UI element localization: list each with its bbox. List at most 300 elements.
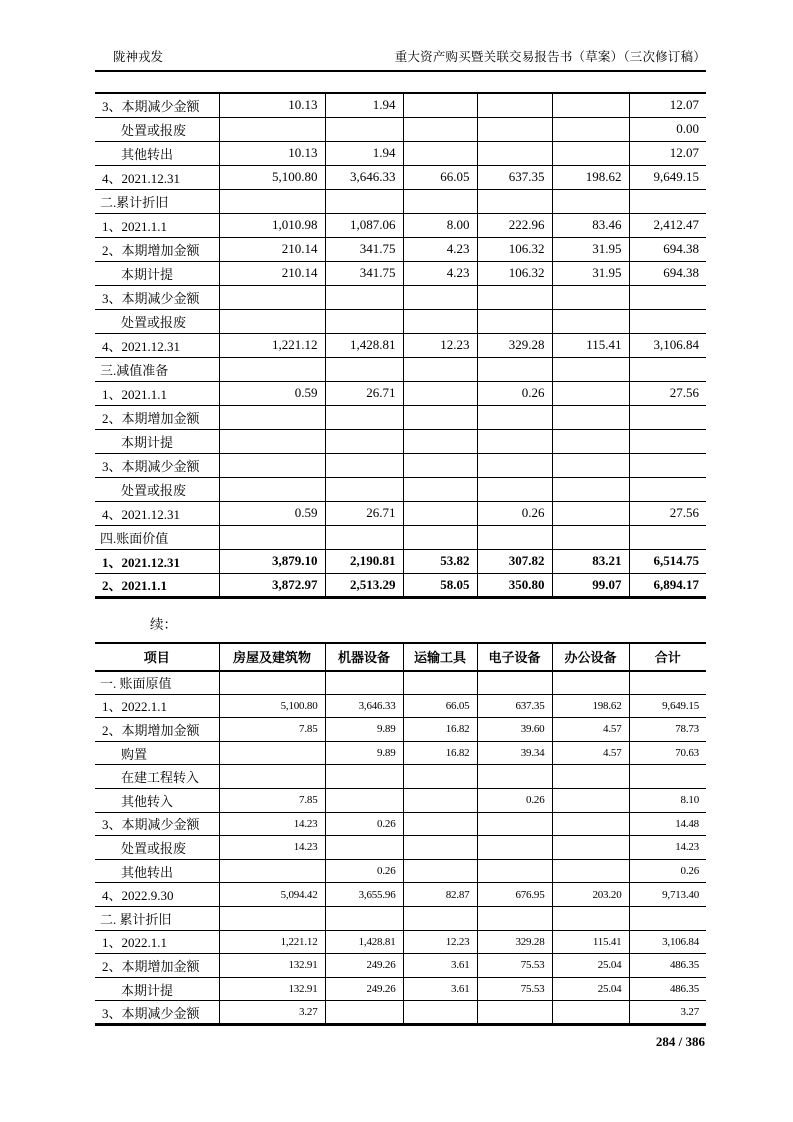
cell-value: 10.13: [219, 93, 325, 117]
cell-value: [477, 285, 552, 309]
cell-value: [219, 525, 325, 549]
header-document-title: 重大资产购买暨关联交易报告书（草案）（三次修订稿）: [394, 50, 706, 64]
cell-value: 53.82: [403, 549, 477, 573]
cell-value: [552, 285, 629, 309]
cell-value: [325, 765, 403, 789]
table-row: [95, 573, 706, 597]
cell-value: [552, 93, 629, 117]
cell-value: [477, 859, 552, 883]
cell-value: [219, 906, 325, 930]
cell-value: 16.82: [403, 741, 477, 765]
row-label: 二. 累计折旧: [95, 906, 219, 930]
cell-value: [403, 501, 477, 525]
cell-value: [325, 836, 403, 860]
cell-value: [325, 1001, 403, 1025]
cell-value: 4.23: [403, 237, 477, 261]
cell-value: 3,879.10: [219, 549, 325, 573]
cell-value: [629, 405, 706, 429]
table-row: [95, 429, 706, 453]
cell-value: [403, 285, 477, 309]
cell-value: [325, 525, 403, 549]
table-row: [95, 141, 706, 165]
row-label: 1、2021.1.1: [95, 381, 219, 405]
cell-value: [477, 836, 552, 860]
continued-label: 续：: [150, 616, 177, 632]
row-label: 2、2021.1.1: [95, 573, 219, 597]
page-number: 284 / 386: [655, 1033, 705, 1049]
cell-value: 637.35: [477, 694, 552, 718]
cell-value: [477, 477, 552, 501]
cell-value: 2,412.47: [629, 213, 706, 237]
row-label: 4、2022.9.30: [95, 883, 219, 907]
table-row: [95, 309, 706, 333]
row-label: 1、2021.12.31: [95, 549, 219, 573]
row-label: 2、本期增加金额: [95, 237, 219, 261]
cell-value: 0.26: [477, 788, 552, 812]
cell-value: [629, 477, 706, 501]
cell-value: [219, 429, 325, 453]
cell-value: 106.32: [477, 261, 552, 285]
cell-value: [403, 381, 477, 405]
cell-value: [552, 189, 629, 213]
cell-value: [552, 906, 629, 930]
cell-value: 8.10: [629, 788, 706, 812]
cell-value: 341.75: [325, 261, 403, 285]
row-label: 1、2021.1.1: [95, 213, 219, 237]
cell-value: [477, 812, 552, 836]
cell-value: [552, 1001, 629, 1025]
cell-value: 0.26: [477, 501, 552, 525]
cell-value: [629, 906, 706, 930]
cell-value: [477, 1001, 552, 1025]
cell-value: [403, 525, 477, 549]
cell-value: 3,872.97: [219, 573, 325, 597]
table-row: [95, 788, 706, 812]
cell-value: [552, 501, 629, 525]
cell-value: [477, 453, 552, 477]
cell-value: [325, 405, 403, 429]
table-row: [95, 213, 706, 237]
row-label: 1、2022.1.1: [95, 930, 219, 954]
cell-value: 14.23: [629, 836, 706, 860]
row-label: 本期计提: [95, 261, 219, 285]
table-row: [95, 189, 706, 213]
cell-value: 83.46: [552, 213, 629, 237]
cell-value: [403, 189, 477, 213]
cell-value: 9.89: [325, 741, 403, 765]
table-row: [95, 741, 706, 765]
cell-value: 9,649.15: [629, 694, 706, 718]
table-row: [95, 549, 706, 573]
cell-value: 132.91: [219, 954, 325, 978]
cell-value: [552, 765, 629, 789]
table-row: [95, 718, 706, 742]
table-row: [95, 381, 706, 405]
cell-value: 7.85: [219, 718, 325, 742]
cell-value: [403, 906, 477, 930]
cell-value: 4.57: [552, 718, 629, 742]
cell-value: [403, 453, 477, 477]
cell-value: 1,221.12: [219, 930, 325, 954]
table-row: [95, 357, 706, 381]
cell-value: [552, 357, 629, 381]
cell-value: [403, 788, 477, 812]
cell-value: 0.00: [629, 117, 706, 141]
cell-value: 1,010.98: [219, 213, 325, 237]
column-header: 办公设备: [552, 643, 629, 671]
cell-value: [629, 189, 706, 213]
row-label: 处置或报废: [95, 117, 219, 141]
cell-value: 0.26: [325, 812, 403, 836]
cell-value: [403, 405, 477, 429]
table-row: [95, 836, 706, 860]
table-header-row: [95, 643, 706, 671]
row-label: 三.减值准备: [95, 357, 219, 381]
cell-value: [477, 525, 552, 549]
cell-value: [325, 477, 403, 501]
row-label: 处置或报废: [95, 309, 219, 333]
row-label: 3、本期减少金额: [95, 93, 219, 117]
cell-value: 16.82: [403, 718, 477, 742]
cell-value: 249.26: [325, 954, 403, 978]
cell-value: [403, 836, 477, 860]
cell-value: 106.32: [477, 237, 552, 261]
cell-value: 26.71: [325, 381, 403, 405]
cell-value: 26.71: [325, 501, 403, 525]
cell-value: 1,428.81: [325, 930, 403, 954]
cell-value: [403, 93, 477, 117]
row-label: 4、2021.12.31: [95, 165, 219, 189]
cell-value: [552, 117, 629, 141]
cell-value: [477, 429, 552, 453]
cell-value: [219, 357, 325, 381]
fixed-assets-table-2022: [95, 642, 706, 1026]
column-header: 机器设备: [325, 643, 403, 671]
cell-value: 3.27: [629, 1001, 706, 1025]
cell-value: 5,094.42: [219, 883, 325, 907]
table1-body: [95, 93, 706, 597]
cell-value: [477, 189, 552, 213]
cell-value: [552, 141, 629, 165]
cell-value: 12.23: [403, 930, 477, 954]
cell-value: [552, 453, 629, 477]
column-header: 合计: [629, 643, 706, 671]
cell-value: [325, 429, 403, 453]
cell-value: 2,190.81: [325, 549, 403, 573]
cell-value: [629, 285, 706, 309]
row-label: 本期计提: [95, 429, 219, 453]
cell-value: [552, 671, 629, 695]
cell-value: [629, 309, 706, 333]
row-label: 1、2022.1.1: [95, 694, 219, 718]
table-row: [95, 453, 706, 477]
cell-value: [552, 788, 629, 812]
row-label: 其他转出: [95, 859, 219, 883]
table-row: [95, 525, 706, 549]
cell-value: [629, 525, 706, 549]
cell-value: 0.26: [325, 859, 403, 883]
cell-value: [403, 477, 477, 501]
cell-value: 75.53: [477, 954, 552, 978]
row-label: 2、本期增加金额: [95, 718, 219, 742]
cell-value: 249.26: [325, 977, 403, 1001]
cell-value: 3,106.84: [629, 930, 706, 954]
cell-value: [325, 285, 403, 309]
cell-value: 66.05: [403, 694, 477, 718]
cell-value: 3,646.33: [325, 165, 403, 189]
cell-value: [325, 189, 403, 213]
row-label: 3、本期减少金额: [95, 812, 219, 836]
cell-value: 58.05: [403, 573, 477, 597]
cell-value: 3,646.33: [325, 694, 403, 718]
cell-value: 341.75: [325, 237, 403, 261]
cell-value: [403, 429, 477, 453]
row-label: 4、2021.12.31: [95, 501, 219, 525]
cell-value: [552, 405, 629, 429]
page-content: [95, 0, 706, 1050]
table-row: [95, 930, 706, 954]
cell-value: 99.07: [552, 573, 629, 597]
cell-value: 9,713.40: [629, 883, 706, 907]
cell-value: [477, 405, 552, 429]
row-label: 处置或报废: [95, 477, 219, 501]
cell-value: 66.05: [403, 165, 477, 189]
table-row: [95, 501, 706, 525]
fixed-assets-table-2021: [95, 92, 706, 599]
row-label: 二.累计折旧: [95, 189, 219, 213]
cell-value: 6,894.17: [629, 573, 706, 597]
cell-value: 1,221.12: [219, 333, 325, 357]
cell-value: [219, 117, 325, 141]
cell-value: [219, 453, 325, 477]
cell-value: [325, 788, 403, 812]
row-label: 处置或报废: [95, 836, 219, 860]
cell-value: [219, 189, 325, 213]
cell-value: [403, 357, 477, 381]
cell-value: 198.62: [552, 165, 629, 189]
row-label: 4、2021.12.31: [95, 333, 219, 357]
table-row: [95, 117, 706, 141]
cell-value: 694.38: [629, 261, 706, 285]
table1-wrap: [95, 92, 706, 599]
cell-value: 10.13: [219, 141, 325, 165]
cell-value: [629, 671, 706, 695]
cell-value: [403, 309, 477, 333]
table-row: [95, 977, 706, 1001]
row-label: 3、本期减少金额: [95, 453, 219, 477]
cell-value: [552, 381, 629, 405]
table2-head: [95, 643, 706, 671]
cell-value: 12.23: [403, 333, 477, 357]
cell-value: 3,106.84: [629, 333, 706, 357]
table-row: [95, 333, 706, 357]
cell-value: [552, 525, 629, 549]
table-row: [95, 954, 706, 978]
cell-value: 25.04: [552, 954, 629, 978]
cell-value: [629, 429, 706, 453]
table-row: [95, 1001, 706, 1025]
cell-value: 3.27: [219, 1001, 325, 1025]
table-row: [95, 405, 706, 429]
row-label: 其他转入: [95, 788, 219, 812]
cell-value: [325, 357, 403, 381]
cell-value: [219, 859, 325, 883]
cell-value: [325, 453, 403, 477]
cell-value: 31.95: [552, 237, 629, 261]
table-row: [95, 671, 706, 695]
column-header: 运输工具: [403, 643, 477, 671]
cell-value: 27.56: [629, 381, 706, 405]
cell-value: [552, 477, 629, 501]
cell-value: 132.91: [219, 977, 325, 1001]
row-label: 2、本期增加金额: [95, 405, 219, 429]
table-row: [95, 859, 706, 883]
cell-value: 14.23: [219, 812, 325, 836]
row-label: 四.账面价值: [95, 525, 219, 549]
row-label: 购置: [95, 741, 219, 765]
cell-value: 39.60: [477, 718, 552, 742]
cell-value: [629, 357, 706, 381]
cell-value: [403, 117, 477, 141]
cell-value: 307.82: [477, 549, 552, 573]
table-row: [95, 261, 706, 285]
cell-value: [219, 285, 325, 309]
cell-value: [552, 859, 629, 883]
cell-value: 25.04: [552, 977, 629, 1001]
cell-value: 210.14: [219, 261, 325, 285]
cell-value: 39.34: [477, 741, 552, 765]
cell-value: [629, 453, 706, 477]
cell-value: [219, 671, 325, 695]
cell-value: [477, 765, 552, 789]
cell-value: 4.57: [552, 741, 629, 765]
row-label: 3、本期减少金额: [95, 285, 219, 309]
cell-value: [477, 309, 552, 333]
row-label: 其他转出: [95, 141, 219, 165]
cell-value: 0.59: [219, 501, 325, 525]
cell-value: [403, 859, 477, 883]
cell-value: 0.59: [219, 381, 325, 405]
table-row: [95, 812, 706, 836]
row-label: 本期计提: [95, 977, 219, 1001]
table-row: [95, 765, 706, 789]
cell-value: 0.26: [477, 381, 552, 405]
cell-value: [552, 836, 629, 860]
cell-value: [629, 765, 706, 789]
cell-value: [477, 93, 552, 117]
cell-value: 12.07: [629, 93, 706, 117]
cell-value: [477, 671, 552, 695]
cell-value: [477, 906, 552, 930]
cell-value: [219, 741, 325, 765]
cell-value: 115.41: [552, 333, 629, 357]
cell-value: 329.28: [477, 930, 552, 954]
cell-value: 3.61: [403, 954, 477, 978]
cell-value: 486.35: [629, 977, 706, 1001]
cell-value: 78.73: [629, 718, 706, 742]
cell-value: [477, 117, 552, 141]
cell-value: 5,100.80: [219, 165, 325, 189]
cell-value: 350.80: [477, 573, 552, 597]
cell-value: [219, 765, 325, 789]
cell-value: 14.48: [629, 812, 706, 836]
table-row: [95, 477, 706, 501]
table-row: [95, 694, 706, 718]
cell-value: 14.23: [219, 836, 325, 860]
cell-value: 203.20: [552, 883, 629, 907]
table2-body: [95, 671, 706, 1025]
table-row: [95, 237, 706, 261]
cell-value: 8.00: [403, 213, 477, 237]
cell-value: 222.96: [477, 213, 552, 237]
table-row: [95, 285, 706, 309]
cell-value: 27.56: [629, 501, 706, 525]
cell-value: [403, 765, 477, 789]
cell-value: 5,100.80: [219, 694, 325, 718]
cell-value: 70.63: [629, 741, 706, 765]
cell-value: [552, 309, 629, 333]
cell-value: [403, 812, 477, 836]
cell-value: [403, 141, 477, 165]
column-header: 电子设备: [477, 643, 552, 671]
cell-value: [403, 1001, 477, 1025]
cell-value: 9.89: [325, 718, 403, 742]
cell-value: 2,513.29: [325, 573, 403, 597]
cell-value: 9,649.15: [629, 165, 706, 189]
cell-value: [325, 309, 403, 333]
row-label: 在建工程转入: [95, 765, 219, 789]
header-company-name: 陇神戎发: [113, 50, 164, 64]
table-row: [95, 906, 706, 930]
row-label: 2、本期增加金额: [95, 954, 219, 978]
cell-value: 82.87: [403, 883, 477, 907]
cell-value: [325, 117, 403, 141]
cell-value: [403, 671, 477, 695]
cell-value: 3,655.96: [325, 883, 403, 907]
cell-value: 329.28: [477, 333, 552, 357]
cell-value: 1,428.81: [325, 333, 403, 357]
cell-value: 115.41: [552, 930, 629, 954]
cell-value: 83.21: [552, 549, 629, 573]
cell-value: 75.53: [477, 977, 552, 1001]
cell-value: 0.26: [629, 859, 706, 883]
cell-value: 3.61: [403, 977, 477, 1001]
table-row: [95, 93, 706, 117]
cell-value: [219, 477, 325, 501]
cell-value: 1.94: [325, 93, 403, 117]
column-header: 项目: [95, 643, 219, 671]
cell-value: 31.95: [552, 261, 629, 285]
row-label: 3、本期减少金额: [95, 1001, 219, 1025]
cell-value: 637.35: [477, 165, 552, 189]
running-header: [95, 50, 706, 72]
cell-value: 4.23: [403, 261, 477, 285]
cell-value: [325, 671, 403, 695]
cell-value: [477, 357, 552, 381]
cell-value: [219, 405, 325, 429]
cell-value: 210.14: [219, 237, 325, 261]
table-row: [95, 165, 706, 189]
cell-value: [325, 906, 403, 930]
row-label: 一. 账面原值: [95, 671, 219, 695]
table-row: [95, 883, 706, 907]
cell-value: 198.62: [552, 694, 629, 718]
cell-value: [552, 812, 629, 836]
cell-value: 7.85: [219, 788, 325, 812]
cell-value: [552, 429, 629, 453]
column-header: 房屋及建筑物: [219, 643, 325, 671]
cell-value: 676.95: [477, 883, 552, 907]
